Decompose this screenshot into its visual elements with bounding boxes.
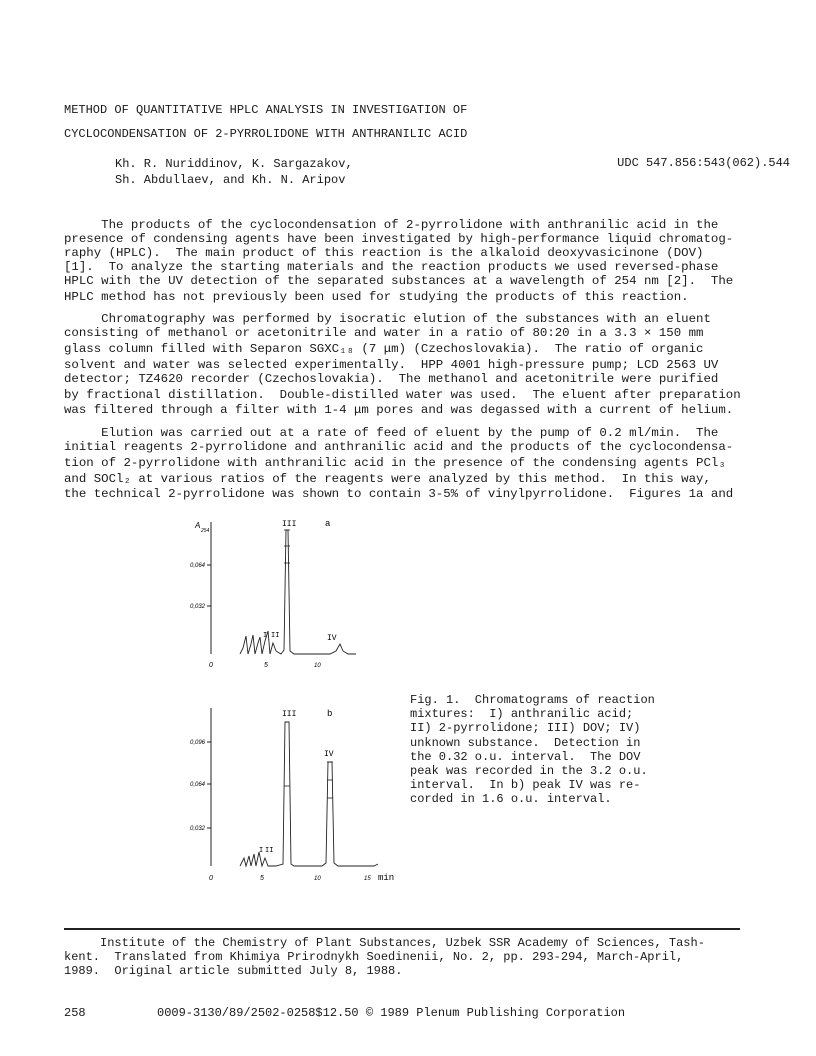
- text-line: glass column filled with Separon SGXC₁₈ (7 μm) (Czechoslovakia). The ratio of organic: [64, 342, 704, 356]
- authors: [115, 156, 353, 188]
- y-tick-label: 0,064: [189, 782, 205, 788]
- article-title-line-1: METHOD OF QUANTITATIVE HPLC ANALYSIS IN INVESTIGATION OF: [64, 103, 468, 117]
- caption-line: II) 2-pyrrolidone; III) DOV; IV): [410, 721, 641, 736]
- footnote-line: Institute of the Chemistry of Plant Substances, Uzbek SSR Academy of Sciences, Tash-: [64, 936, 705, 950]
- peak-label-I: I: [263, 632, 268, 640]
- page-number: 258: [64, 1006, 86, 1020]
- caption-line: Fig. 1. Chromatograms of reaction: [410, 693, 655, 707]
- text-line: Elution was carried out at a rate of feed of eluent by the pump of 0.2 ml/min. The: [64, 426, 719, 440]
- copyright-line: 0009-3130/89/2502-0258$12.50 © 1989 Plenum Publishing Corporation: [157, 1006, 626, 1020]
- y-tick-label: 0,032: [189, 604, 205, 610]
- footnote: [64, 936, 744, 978]
- y-tick-label: 0,064: [189, 563, 205, 569]
- footnote-rule: [64, 928, 740, 930]
- chromatogram-b: [180, 700, 420, 890]
- x-tick-label: 5: [264, 662, 268, 669]
- x-tick-label: 10: [314, 876, 321, 882]
- chromatogram-a: [180, 510, 380, 680]
- chromatogram-trace-a: [240, 530, 356, 654]
- chromatogram-trace-b: [240, 722, 378, 866]
- udc-code: UDC 547.856:543(062).544: [617, 156, 790, 170]
- caption-line: the 0.32 o.u. interval. The DOV: [410, 749, 641, 764]
- text-line: consisting of methanol or acetonitrile and water in a ratio of 80:20 in a 3.3 × 150 mm: [64, 326, 704, 340]
- footnote-line: kent. Translated from Khimiya Prirodnykh Soedinenii, No. 2, pp. 293-294, March-April,: [64, 950, 684, 964]
- y-tick-label: 0,096: [189, 740, 205, 746]
- x-tick-label: 15: [364, 876, 371, 882]
- x-tick-label: 0: [209, 875, 213, 882]
- caption-line: interval. In b) peak IV was re-: [410, 778, 641, 793]
- panel-label-a: a: [325, 519, 331, 529]
- caption-line: peak was recorded in the 3.2 o.u.: [410, 764, 648, 779]
- text-line: Chromatography was performed by isocratic elution of the substances with an eluent: [64, 312, 711, 326]
- caption-line: unknown substance. Detection in: [410, 735, 641, 750]
- text-line: solvent and water was selected experimentally. HPP 4001 high-pressure pump; LCD 2563 UV: [64, 358, 719, 372]
- x-axis-unit: min: [378, 873, 395, 883]
- y-axis-sub: 254: [201, 528, 210, 534]
- text-line: initial reagents 2-pyrrolidone and anthranilic acid and the products of the cyclocondensa-: [64, 440, 734, 454]
- authors-line-1: Kh. R. Nuriddinov, K. Sargazakov,: [115, 157, 353, 171]
- text-line: detector; TZ4620 recorder (Czechoslovakia). The methanol and acetonitrile were purified: [64, 372, 719, 386]
- text-line: by fractional distillation. Double-distilled water was used. The eluent after preparation: [64, 388, 741, 402]
- text-line: The products of the cyclocondensation of 2-pyrrolidone with anthranilic acid in the: [64, 218, 719, 232]
- authors-line-2: Sh. Abdullaev, and Kh. N. Aripov: [115, 173, 346, 187]
- text-line: HPLC with the UV detection of the separated substances at a wavelength of 254 nm [2]. The: [64, 274, 734, 288]
- peak-label-I: I: [259, 847, 264, 855]
- text-line: and SOCl₂ at various ratios of the reagents were analyzed by this method. In this way,: [64, 472, 711, 486]
- peak-label-IV: IV: [327, 634, 337, 643]
- peak-label-II: II: [271, 632, 280, 640]
- y-tick-label: 0,032: [189, 826, 205, 832]
- text-line: [1]. To analyze the starting materials and the reaction products we used reversed-phase: [64, 260, 719, 274]
- text-line: tion of 2-pyrrolidone with anthranilic acid in the presence of the condensing agents PCl₃: [64, 456, 726, 470]
- figure-caption: [410, 693, 660, 807]
- y-axis-label: A: [195, 521, 201, 530]
- text-line: raphy (HPLC). The main product of this reaction is the alkaloid deoxyvasicinone (DOV): [64, 246, 704, 260]
- text-line: HPLC method has not previously been used for studying the products of this reaction.: [64, 290, 689, 304]
- peak-label-II: II: [265, 847, 274, 855]
- text-line: the technical 2-pyrrolidone was shown to contain 3-5% of vinylpyrrolidone. Figures 1a and: [64, 487, 734, 501]
- text-line: was filtered through a filter with 1-4 μm pores and was degassed with a current of helium.: [64, 403, 734, 417]
- panel-label-b: b: [327, 709, 333, 719]
- caption-line: mixtures: I) anthranilic acid;: [410, 707, 634, 722]
- peak-label-IV: IV: [324, 750, 334, 759]
- peak-label-III: III: [282, 520, 297, 529]
- peak-label-III: III: [282, 710, 297, 719]
- x-tick-label: 5: [260, 875, 264, 882]
- x-tick-label: 0: [209, 662, 213, 669]
- footnote-line: 1989. Original article submitted July 8, 1988.: [64, 964, 403, 978]
- caption-line: corded in 1.6 o.u. interval.: [410, 792, 612, 807]
- text-line: presence of condensing agents have been investigated by high-performance liquid chromatog-: [64, 232, 734, 246]
- x-tick-label: 10: [314, 663, 321, 669]
- article-title-line-2: CYCLOCONDENSATION OF 2-PYRROLIDONE WITH ANTHRANILIC ACID: [64, 127, 468, 141]
